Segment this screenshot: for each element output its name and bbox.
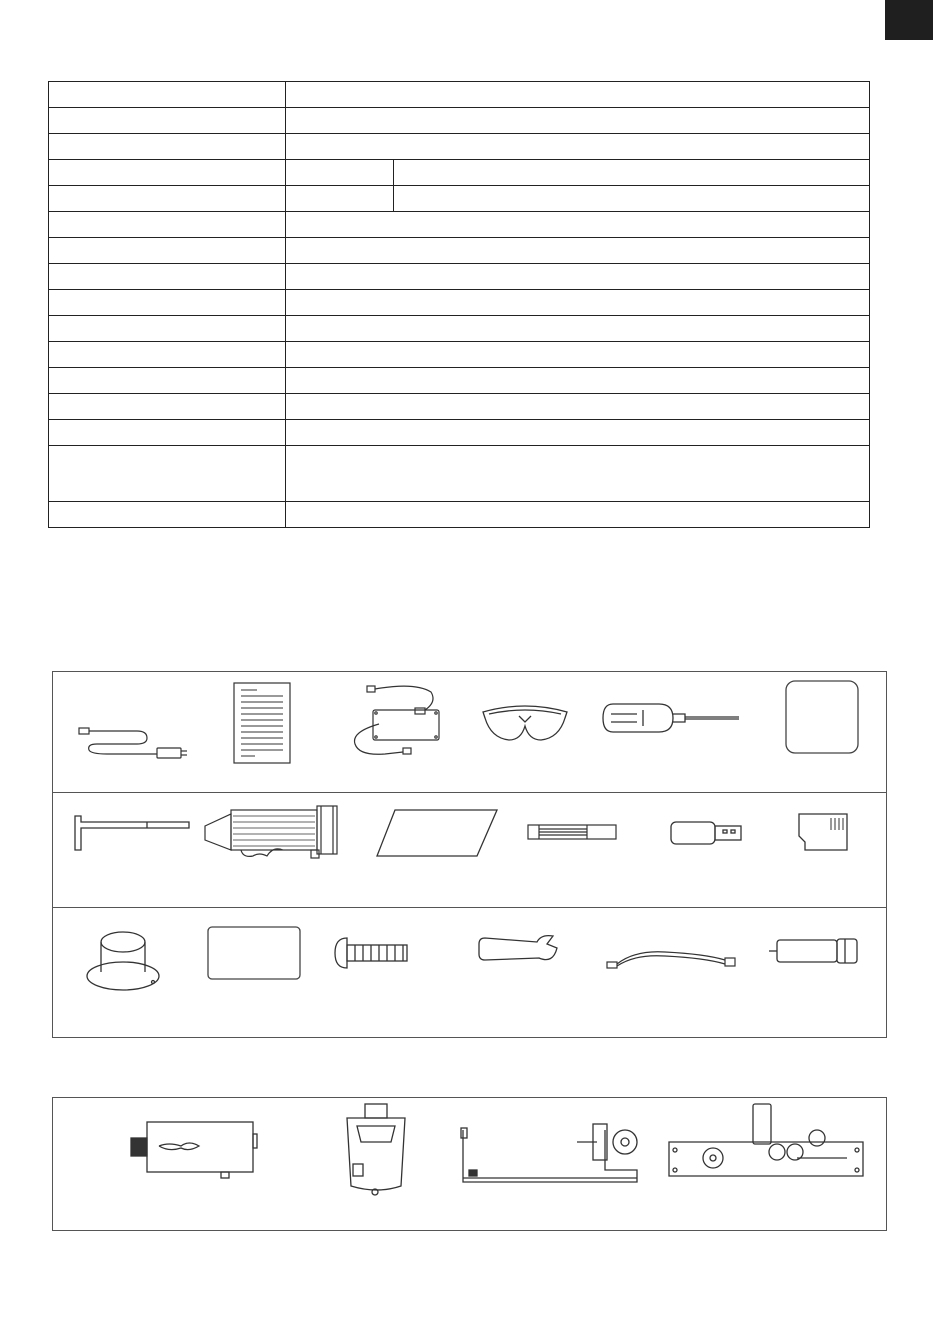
connection-cable-icon [605, 948, 741, 972]
spec-label [49, 264, 286, 290]
spec-row [49, 160, 870, 186]
spec-value [286, 446, 870, 502]
card-icon [207, 926, 303, 982]
row-divider [53, 907, 886, 908]
air-nozzle-flange-icon [83, 930, 163, 992]
laser-module-icon [203, 806, 343, 862]
spec-row [49, 82, 870, 108]
spec-row [49, 342, 870, 368]
spec-label [49, 342, 286, 368]
spec-value [286, 264, 870, 290]
spec-row [49, 212, 870, 238]
spec-subvalue [394, 186, 870, 212]
spec-row [49, 446, 870, 502]
rotary-chuck-frame-icon [667, 1102, 867, 1182]
spec-label [49, 160, 286, 186]
fuse-strip-icon [527, 824, 619, 842]
spec-label [49, 446, 286, 502]
button-screw-icon [335, 936, 415, 970]
spec-label [49, 502, 286, 528]
accessories-panel [52, 671, 887, 1038]
spec-row [49, 368, 870, 394]
spec-label [49, 368, 286, 394]
spec-value [286, 134, 870, 160]
spec-label [49, 134, 286, 160]
spec-value [286, 394, 870, 420]
spec-row [49, 238, 870, 264]
cylinder-motor-icon [767, 936, 859, 966]
spec-label [49, 108, 286, 134]
spec-label [49, 82, 286, 108]
air-assist-housing-icon [341, 1102, 411, 1198]
manual-document-icon [233, 682, 291, 764]
hex-key-icon [73, 814, 193, 854]
spec-value [286, 502, 870, 528]
spec-label [49, 420, 286, 446]
usb-drive-icon [669, 818, 745, 848]
square-pad-icon [785, 680, 861, 756]
spec-label [49, 394, 286, 420]
spec-row [49, 186, 870, 212]
rotary-roller-icon [457, 1110, 641, 1186]
material-sheet-icon [375, 808, 499, 858]
spec-value [286, 186, 394, 212]
spec-label [49, 316, 286, 342]
spec-label [49, 290, 286, 316]
optional-parts-panel [52, 1097, 887, 1231]
spec-row [49, 134, 870, 160]
wrench-icon [477, 934, 561, 966]
usb-cable-icon [77, 722, 187, 762]
spec-value [286, 290, 870, 316]
screwdriver-icon [603, 700, 743, 736]
power-adapter-icon [345, 682, 445, 762]
laser-head-unit-icon [129, 1120, 259, 1180]
micro-sd-card-icon [797, 812, 849, 852]
spec-value [286, 368, 870, 394]
spec-label [49, 212, 286, 238]
spec-value [286, 238, 870, 264]
row-divider [53, 792, 886, 793]
spec-subvalue [394, 160, 870, 186]
safety-goggles-icon [479, 700, 571, 750]
spec-value [286, 212, 870, 238]
section-tab-marker [885, 0, 933, 40]
spec-row [49, 394, 870, 420]
spec-row [49, 264, 870, 290]
spec-row [49, 420, 870, 446]
spec-row [49, 316, 870, 342]
spec-value [286, 160, 394, 186]
spec-row [49, 108, 870, 134]
specification-table [48, 81, 870, 528]
spec-label [49, 186, 286, 212]
spec-value [286, 316, 870, 342]
spec-value [286, 420, 870, 446]
spec-label [49, 238, 286, 264]
spec-value [286, 108, 870, 134]
spec-value [286, 82, 870, 108]
spec-value [286, 342, 870, 368]
spec-row [49, 502, 870, 528]
spec-row [49, 290, 870, 316]
